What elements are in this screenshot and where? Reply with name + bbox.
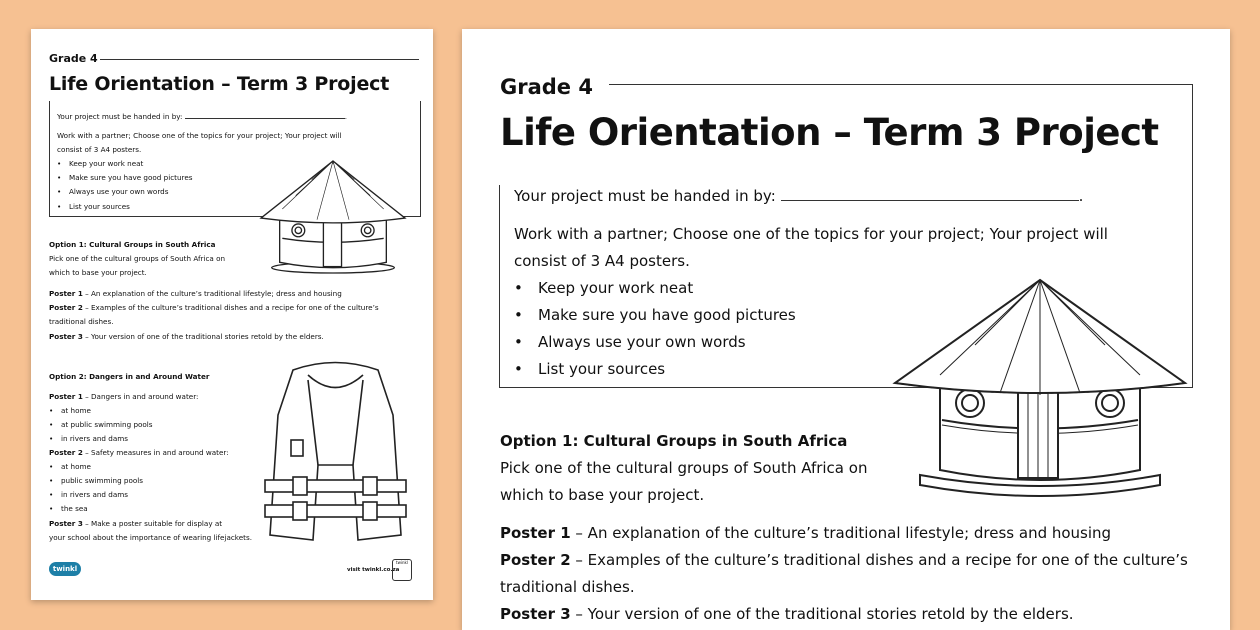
option2-item: • the sea [49,504,88,514]
hut-icon [890,265,1190,505]
option2-item: • at home [49,406,91,416]
tip-item: • Make sure you have good pictures [514,305,796,325]
footer-url: visit twinkl.co.za [347,567,400,573]
option2-poster3: Poster 3 – Make a poster suitable for display at [49,519,223,528]
intro-line: Work with a partner; Choose one of the topics for your project; Your project will [57,131,342,140]
option1-poster1: Poster 1 – An explanation of the culture’s traditional lifestyle; dress and housing [49,289,342,298]
handin-line: Your project must be handed in by: . [514,187,1084,205]
option2-item: • in rivers and dams [49,434,128,444]
option1-poster1: Poster 1 – An explanation of the culture’s traditional lifestyle; dress and housing [500,524,1112,542]
footer-badge: twinkl [392,559,412,581]
tip-item: • Keep your work neat [514,278,693,298]
option1-heading: Option 1: Cultural Groups in South Africa [49,240,216,249]
grade-label: Grade 4 [500,75,593,99]
option1-poster2-cont: traditional dishes. [500,578,635,596]
option1-desc: Pick one of the cultural groups of South Africa on [500,459,868,477]
tip-item: • Make sure you have good pictures [57,173,193,183]
handin-line: Your project must be handed in by: . [57,112,348,121]
lifejacket-icon [263,355,408,545]
option2-poster1: Poster 1 – Dangers in and around water: [49,392,199,401]
option2-item: • public swimming pools [49,476,143,486]
tip-item: • Always use your own words [514,332,746,352]
option2-poster2: Poster 2 – Safety measures in and around water: [49,448,229,457]
tip-item: • Always use your own words [57,187,168,197]
worksheet-detail[interactable] [462,29,1230,630]
option1-poster3: Poster 3 – Your version of one of the traditional stories retold by the elders. [500,605,1074,623]
tip-item: • Keep your work neat [57,159,143,169]
page-title: Life Orientation – Term 3 Project [49,73,390,95]
option2-heading: Option 2: Dangers in and Around Water [49,372,210,381]
option2-item: • at public swimming pools [49,420,153,430]
option2-item: • at home [49,462,91,472]
option1-desc: which to base your project. [49,268,147,277]
divider [100,59,419,60]
tip-item: • List your sources [57,202,130,212]
twinkl-logo: twinkl [49,562,81,576]
page-title: Life Orientation – Term 3 Project [500,111,1159,154]
option2-poster3-cont: your school about the importance of wearing lifejackets. [49,533,252,542]
worksheet-thumbnail[interactable] [31,29,433,600]
option1-desc: Pick one of the cultural groups of South Africa on [49,254,226,263]
option1-poster2-cont: traditional dishes. [49,317,114,326]
intro-line: Work with a partner; Choose one of the topics for your project; Your project will [514,225,1108,243]
divider [609,84,1192,85]
option2-item: • in rivers and dams [49,490,128,500]
option1-poster2: Poster 2 – Examples of the culture’s traditional dishes and a recipe for one of the culture’s [500,551,1188,569]
grade-label: Grade 4 [49,52,98,65]
intro-line: consist of 3 A4 posters. [514,252,690,270]
hut-icon [253,153,413,281]
tip-item: • List your sources [514,359,665,379]
option1-desc: which to base your project. [500,486,705,504]
intro-line: consist of 3 A4 posters. [57,145,142,154]
option1-poster3: Poster 3 – Your version of one of the traditional stories retold by the elders. [49,332,324,341]
option1-poster2: Poster 2 – Examples of the culture’s traditional dishes and a recipe for one of the culture’s [49,303,379,312]
option1-heading: Option 1: Cultural Groups in South Africa [500,432,848,450]
